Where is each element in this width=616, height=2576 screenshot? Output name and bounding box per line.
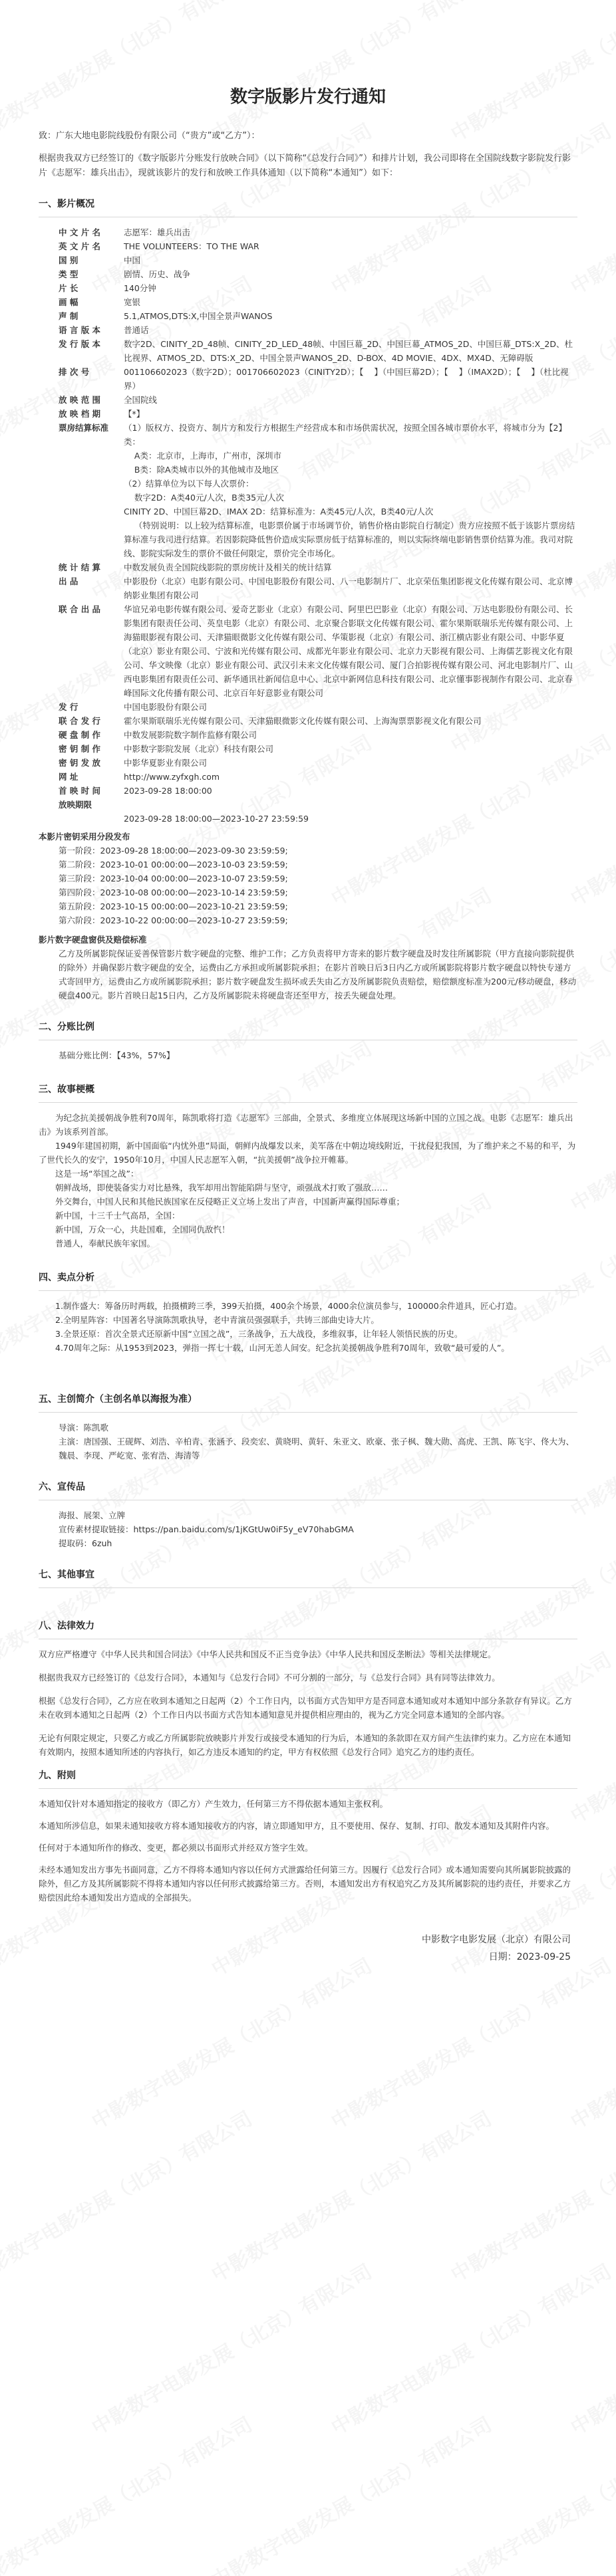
info-label: 出 品: [59, 576, 78, 586]
info-label: 硬 盘 制 作: [59, 730, 101, 740]
info-row: [39, 798, 577, 826]
split-ratio: 基础分账比例：【43%，57%】: [59, 1050, 175, 1060]
info-value: 霍尔果斯联瑞乐光传媒有限公司、天津猫眼微影文化传媒有限公司、上海淘票票影视文化有限公司: [124, 716, 482, 726]
section-divider: [39, 1587, 577, 1588]
recipient-line: 致：广东大地电影院线股份有限公司（“贵方”或“乙方”）：: [39, 131, 260, 141]
watermark-text: [0, 2408, 257, 2576]
info-label: 排 次 号: [59, 367, 90, 377]
promo-code: 提取码：6zuh: [59, 1538, 112, 1548]
watermark-text: [85, 1950, 377, 2135]
keys-list: [39, 844, 577, 927]
film-info-table: [39, 225, 577, 826]
info-row: [39, 407, 577, 421]
info-row: [39, 239, 577, 253]
info-row: [39, 714, 577, 728]
watermark-text: [444, 2103, 616, 2287]
info-label: 放映期限: [59, 800, 92, 810]
section-divider: [39, 1412, 577, 1413]
legal-paragraph: 双方应严格遵守《中华人民共和国合同法》《中华人民共和国反不正当竞争法》《中华人民共和国反垄断法》等相关法律规定。: [39, 1649, 496, 1659]
watermark-text: [205, 2103, 496, 2287]
intro-paragraph: 根据贵我双方已经签订的《数字版影片分账发行放映合同》（以下简称“《总发行合同》”）和排片计划，我公司即将在全国院线数字影院发行影片《志愿军：雄兵出击》，现就该影片的发行和放映工作具体通知（以下简称“本通知”）如下：: [39, 154, 571, 178]
appendix-paragraph: 任何对于本通知所作的修改、变更，都必须以书面形式并经双方签字生效。: [39, 1843, 313, 1853]
section-8-heading: 八、法律效力: [39, 1621, 94, 1631]
info-row: [39, 323, 577, 337]
info-row: [39, 574, 577, 602]
section-divider: [39, 1788, 577, 1789]
section-3-heading: 三、故事梗概: [39, 1084, 94, 1095]
section-divider: [39, 1102, 577, 1103]
section-9-heading: 九、附则: [39, 1770, 76, 1781]
signing-date: 日期：2023-09-25: [488, 1952, 571, 1962]
disk-text: 乙方及所属影院保证妥善保管影片数字硬盘的完整、维护工作；乙方负责将甲方寄来的影片数字硬盘及时发往所属影院（甲方直接向影院提供的除外）并确保影片数字硬盘的安全，运费由乙方承担或所属影院承担；在影片首映日后3日内乙方或所属影院将影片数字硬盘以特快专递方式寄回甲方，运费由乙方或所属影院承担；影片数字硬盘发生损坏或丢失由乙方及所属影院负责赔偿，赔偿额度标准为200元/移动硬盘，移动硬盘400元。影片首映日起15日内，乙方及所属影院未将硬盘寄还至甲方，按丢失硬盘处理。: [59, 949, 577, 1000]
info-label: 语 言 版 本: [59, 325, 101, 335]
promo-items: 海报、展架、立牌: [59, 1510, 126, 1520]
watermark-text: [325, 2256, 616, 2440]
info-row: [39, 742, 577, 756]
info-value: （1）版权方、投资方、制片方和发行方根据生产经营成本和市场供需状况，按照全国各城市票价水平，将城市分为【2】类： A类：北京市，上海市，广州市，深圳市 B类：除A类城市以外的其他城市及地区 （2）结算单位为以下每人次票价： 数字2D：A类40元/人次，B类35元/人次 CINITY 2D、中国巨幕2D、IMAX 2D：结算标准为：A类45元/人次，B类40元/人次 （特别说明：以上较为结算标准，电影票价属于市场调节价，销售价格由影院自行制定）贵方应按照不低于该影片票房结算标准与我司进行结算。若因影院降低售价造成实际票房低于结算标准的，则以实际终端电影销售票价结算为准。我司对院线、影院实际发生的票价不做任何限定，票价完全市场化。: [124, 423, 575, 558]
info-label: 中 文 片 名: [59, 227, 101, 237]
key-phase: 第一阶段：2023-09-28 18:00:00—2023-09-30 23:59:59;: [59, 846, 288, 856]
synopsis-paragraph: 这是一场“举国之战”：: [55, 1169, 139, 1179]
info-row: [39, 253, 577, 267]
synopsis-paragraph: 新中国，万众一心，共赴国难，全国同仇敌忾！: [55, 1225, 230, 1234]
info-label: 联 合 出 品: [59, 604, 101, 614]
info-value: 中数发展影院数字制作监修有限公司: [124, 730, 257, 740]
info-value: 数字2D、CINITY_2D_48帧、CINITY_2D_LED_48帧、中国巨幕_2D、中国巨幕_ATMOS_2D、中国巨幕_DTS:X_2D、杜比视界、ATMOS_2D、DTS:X_2D、中国全景声WANOS_2D、D-BOX、4D MOVIE、4DX、MX4D、无障碍版: [124, 339, 573, 363]
info-value: 剧情、历史、战争: [124, 269, 191, 279]
info-label: 统 计 结 算: [59, 562, 101, 572]
info-row: [39, 728, 577, 742]
info-value: THE VOLUNTEERS：TO THE WAR: [124, 241, 259, 251]
signing-company: 中影数字电影发展（北京）有限公司: [422, 1934, 571, 1945]
signature-block: [39, 1931, 577, 1966]
info-label: 密 钥 发 放: [59, 758, 101, 768]
info-row: [39, 337, 577, 365]
info-row: [39, 421, 577, 560]
info-row: [39, 756, 577, 770]
info-value: http://www.zyfxgh.com: [124, 772, 220, 782]
page-title: 数字版影片发行通知: [230, 87, 386, 107]
info-value: 2023-09-28 18:00:00—2023-10-27 23:59:59: [124, 814, 309, 824]
appendix-paragraph: 未经本通知发出方事先书面同意，乙方不得将本通知内容以任何方式泄露给任何第三方。因履行《总发行合同》或本通知需要向其所属影院披露的除外，但乙方及其所属影院不得将本通知内容以任何形式披露给第三方。否则，本通知发出方有权追究乙方及其所属影院的违约责任，并要求乙方赔偿因此给本通知发出方造成的全部损失。: [39, 1865, 571, 1903]
selling-point: 4.70周年之际：从1953到2023，弹指一挥七十载，山河无恙人间安。纪念抗美援朝战争胜利70周年，致敬“最可爱的人”。: [55, 1343, 510, 1353]
info-row: [39, 309, 577, 323]
info-value: 001106602023（数字2D）；001706602023（CINITY2D）；【 】（中国巨幕2D）；【 】（IMAX2D）；【 】（杜比视界）: [124, 367, 569, 391]
section-6-heading: 六、宣传品: [39, 1482, 85, 1492]
info-label: 发 行: [59, 702, 78, 712]
info-row: [39, 784, 577, 798]
keys-heading: 本影片密钥采用分段发布: [39, 832, 130, 842]
info-value: 中影股份（北京）电影有限公司、中国电影股份有限公司、八一电影制片厂、北京荣伍集团影视文化传媒有限公司、北京博纳影业集团有限公司: [124, 576, 573, 600]
key-phase: 第二阶段：2023-10-01 00:00:00—2023-10-03 23:59:59;: [59, 860, 288, 870]
info-value: 全国院线: [124, 395, 158, 405]
info-label: 发 行 版 本: [59, 339, 101, 349]
synopsis-paragraph: 为纪念抗美援朝战争胜利70周年，陈凯歌将打造《志愿军》三部曲，全景式、多维度立体展现这场新中国的立国之战。电影《志愿军：雄兵出击》为该系列首部。: [39, 1113, 573, 1137]
info-value: 2023-09-28 18:00:00: [124, 786, 212, 796]
info-value: 中影数字影院发展（北京）科技有限公司: [124, 744, 274, 754]
section-1-heading: 一、影片概况: [39, 199, 94, 209]
synopsis-paragraph: 外交舞台，中国人民和其他民族国家在反侵略正义立场上发出了声音，中国新声赢得国际尊重；: [55, 1197, 405, 1207]
legal-paragraph: 根据贵我双方已经签订的《总发行合同》，本通知与《总发行合同》不可分割的一部分，与《总发行合同》具有同等法律效力。: [39, 1673, 500, 1683]
info-row: [39, 393, 577, 407]
info-value: 志愿军：雄兵出击: [124, 227, 191, 237]
key-phase: 第五阶段：2023-10-15 00:00:00—2023-10-21 23:59:59;: [59, 901, 288, 911]
legal-paragraph: 无论有何限定规定，只要乙方或乙方所属影院放映影片并发行或接受本通知的行为后，本通知的条款即在双方间产生法律约束力。乙方应在本通知有效期内，按照本通知所述的内容执行，如乙方违反本通知的约定，甲方有权依照《总发行合同》追究乙方的违约责任。: [39, 1733, 571, 1757]
info-row: [39, 267, 577, 281]
appendix-paragraph: 本通知仅针对本通知指定的接收方（即乙方）产生效力，任何第三方不得依据本通知主张权利。: [39, 1799, 388, 1809]
info-label: 国 别: [59, 255, 78, 265]
info-value: 中数发展负责全国院线影院的票房统计及相关的统计结算: [124, 562, 332, 572]
key-phase: 第四阶段：2023-10-08 00:00:00—2023-10-14 23:59:59;: [59, 887, 288, 897]
info-row: [39, 770, 577, 784]
synopsis-paragraph: 新中国，十三千士气高昂，全国：: [55, 1211, 180, 1221]
synopsis-paragraph: 1949年建国初期，新中国面临“内忧外患”局面，朝鲜内战爆发以来，美军落在中朝边境线附近，干扰侵犯我国，为了维护来之不易的和平，为了世代长久的安宁，1950年10月，中国人民志愿军入朝，“抗美援朝”战争拉开帷幕。: [39, 1141, 576, 1165]
watermark-text: [325, 1950, 616, 2135]
info-value: 【*】: [124, 409, 145, 419]
info-row: [39, 281, 577, 295]
section-4-heading: 四、卖点分析: [39, 1272, 94, 1283]
appendix: [39, 1797, 577, 1905]
disk-heading: 影片数字硬盘窗供及赔偿标准: [39, 935, 147, 945]
info-value: 普通话: [124, 325, 149, 335]
selling-point: 3.全景还原：首次全景式还原新中国“立国之战”，三条战争，五大战役，多维叙事，让年轻人领悟民族的历史。: [55, 1329, 463, 1339]
info-value: 140分钟: [124, 283, 156, 293]
watermark-text: [205, 2408, 496, 2576]
cast-line: 主演：唐国强、王砚辉、刘浩、辛柏青、张涵予、段奕宏、黄晓明、黄轩、朱亚文、欧豪、张子枫、魏大勋、高虎、王凯、陈飞宇、佟大为、魏晨、李现、严屹宽、张宥浩、海清等: [59, 1437, 575, 1461]
info-row: [39, 295, 577, 309]
section-7-heading: 七、其他事宜: [39, 1570, 94, 1580]
selling-points: [39, 1299, 577, 1355]
info-label: 英 文 片 名: [59, 241, 101, 251]
legal-paragraph: 根据《总发行合同》，乙方应在收到本通知之日起两（2）个工作日内，以书面方式告知甲方是否同意本通知或对本通知中部分条款存有异议。乙方未在收到本通知之日起两（2）个工作日内以书面方式告知本通知意见并提供相应理由的，视为乙方完全同意本通知的全部内容。: [39, 1696, 572, 1720]
info-label: 票房结算标准: [59, 423, 109, 433]
legal-effect: [39, 1647, 577, 1759]
info-row: [39, 700, 577, 714]
info-row: [39, 365, 577, 393]
info-label: 类 型: [59, 269, 78, 279]
info-value: 华谊兄弟电影传媒有限公司、爱奇艺影业（北京）有限公司、阿里巴巴影业（北京）有限公司、万达电影股份有限公司、长影集团有限责任公司、英皇电影（北京）有限公司、北京聚合影联文化传媒有限公司、霍尔果斯联瑞乐光传媒有限公司、上海猫眼影视有限公司、天津猫眼微影文化传媒有限公司、华策影视（北京）有限公司、浙江横店影业有限公司、中影华夏（北京）影业有限公司、宁波和光传媒有限公司、成都光年影业有限公司、北京力天影视有限公司、上海儒艺影视文化有限公司、华文映像（北京）影业有限公司、武汉引未来文化传媒有限公司、厦门合拍影视传媒有限公司、河北电影制片厂、山西电影集团有限责任公司、新华通讯社新闻信息中心、北京中新网信息科技有限公司、北京懂事影视制作有限公司、北京春峰国际文化传播有限公司、北京百年好意影业有限公司: [124, 604, 573, 698]
info-label: 首 映 时 间: [59, 786, 101, 796]
synopsis: [39, 1111, 577, 1250]
watermark-text: [444, 2408, 616, 2576]
info-label: 网 址: [59, 772, 78, 782]
selling-point: 1.制作盛大：筹备历时两载，拍摄横跨三季，399天拍摄，400余个场景，4000余位演员参与，100000余件道具，匠心打造。: [55, 1301, 522, 1311]
info-row: [39, 602, 577, 700]
info-label: 放 映 档 期: [59, 409, 101, 419]
info-value: 5.1,ATMOS,DTS:X,中国全景声WANOS: [124, 311, 273, 321]
synopsis-paragraph: 朝鲜战场，即使装备实力对比悬殊，我军却用出智能陷阱与坚守，顽强战术打败了强敌……: [55, 1183, 388, 1193]
other-matters-empty: [39, 1596, 577, 1615]
watermark-text: [564, 1950, 616, 2135]
key-phase: 第六阶段：2023-10-22 00:00:00—2023-10-27 23:59:59;: [59, 915, 288, 925]
promo-link[interactable]: 宣传素材提取链接：https://pan.baidu.com/s/1jKGtUw0iF5y_eV70habGMA: [59, 1524, 354, 1534]
section-5-heading: 五、主创简介（主创名单以海报为准）: [39, 1394, 197, 1405]
info-value: 宽银: [124, 297, 141, 307]
appendix-paragraph: 本通知所涉信息，如果未通知接收方将本通知接收方的内容，请立即通知甲方，且不要使用、保存、复制、打印、散发本通知及其附件内容。: [39, 1821, 555, 1831]
section-2-heading: 二、分账比例: [39, 1022, 94, 1032]
watermark-text: [564, 2256, 616, 2440]
info-label: 密 钥 制 作: [59, 744, 101, 754]
info-value: 中国: [124, 255, 141, 265]
info-value: 中国电影股份有限公司: [124, 702, 208, 712]
key-phase: 第三阶段：2023-10-04 00:00:00—2023-10-07 23:59:59;: [59, 874, 288, 883]
info-row: [39, 225, 577, 239]
info-label: 联 合 发 行: [59, 716, 101, 726]
info-label: 画 幅: [59, 297, 78, 307]
synopsis-paragraph: 普通人，奉献民族年家国。: [55, 1238, 156, 1248]
info-row: [39, 560, 577, 574]
director-line: 导演：陈凯歌: [59, 1423, 109, 1433]
info-label: 放 映 范 围: [59, 395, 101, 405]
watermark-text: [85, 2256, 377, 2440]
info-label: 片 长: [59, 283, 78, 293]
watermark-text: [0, 2103, 257, 2287]
section-divider: [39, 1290, 577, 1291]
info-label: 声 制: [59, 311, 78, 321]
selling-point: 2.全明星阵容：中国著名导演陈凯歌执导，老中青演员强强联手，共铸三部曲史诗大片。: [55, 1315, 379, 1325]
info-value: 中影华夏影业有限公司: [124, 758, 208, 768]
